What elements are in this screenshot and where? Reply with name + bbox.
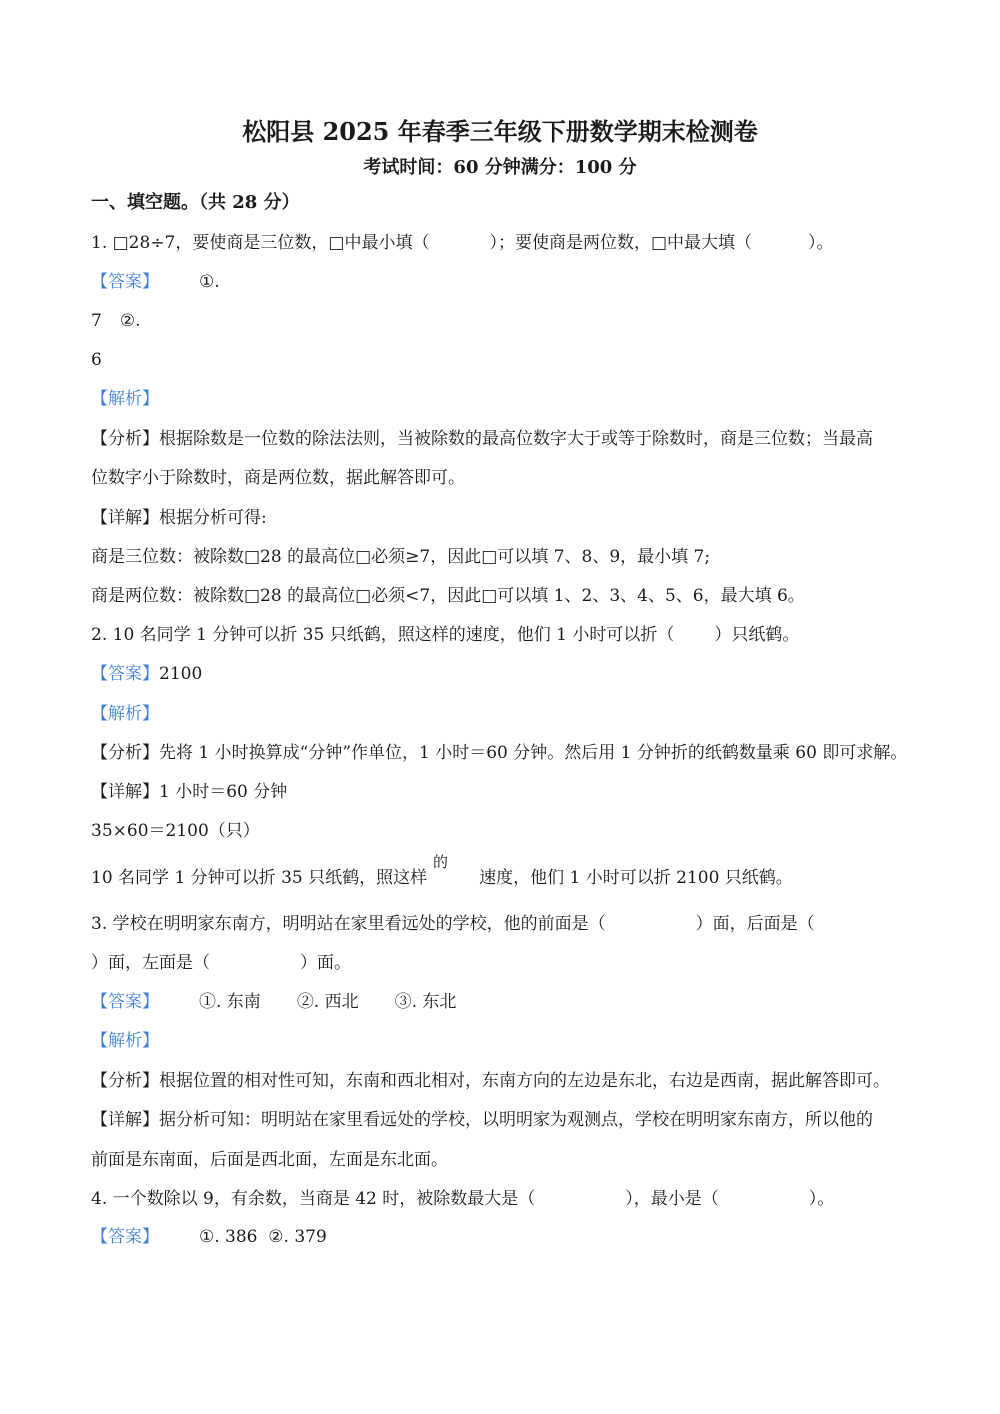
question-2-text-a: 2. 10 名同学 1 分钟可以折 35 只纸鹤，照这样的速度，他们 1 小时可以折（ — [91, 625, 675, 645]
answer-value: ①. 东南 — [199, 992, 261, 1012]
page-title: 松阳县 2025 年春季三年级下册数学期末检测卷 — [242, 117, 758, 146]
answer-value: 7 — [91, 311, 102, 331]
answer-row — [91, 991, 456, 1013]
analysis-text: 【分析】根据除数是一位数的除法法则，当被除数的最高位数字大于或等于除数时，商是三位数；当最高 — [91, 429, 873, 449]
analysis-text: 【分析】先将 1 小时换算成“分钟”作单位，1 小时＝60 分钟。然后用 1 分钟折的纸鹤数量乘 60 即可求解。 — [91, 743, 908, 763]
question-3-text-c: ）面，左面是（ — [91, 953, 210, 973]
detail-text: 【详解】根据分析可得: — [91, 508, 267, 528]
question-3-text-b: ）面，后面是（ — [695, 914, 815, 934]
answer-value: 6 — [91, 350, 102, 370]
answer-value: ②. — [119, 311, 141, 331]
question-3-cont — [91, 952, 351, 974]
question-1-text-a: 1. □28÷7，要使商是三位数，□中最小填（ — [91, 233, 430, 253]
question-1-text-c: ）。 — [808, 233, 834, 253]
question-1-text-b: ）；要使商是两位数，□中最大填（ — [489, 233, 753, 253]
detail-text: 35×60＝2100（只） — [91, 821, 260, 841]
detail-text: 【详解】1 小时＝60 分钟 — [91, 782, 288, 802]
detail-text: 【详解】据分析可知：明明站在家里看远处的学校，以明明家为观测点，学校在明明家东南方，所以他的 — [91, 1110, 873, 1130]
answer-tag: 【答案】 — [91, 1227, 159, 1247]
answer-value: ③. 东北 — [394, 992, 457, 1012]
question-2 — [91, 624, 799, 646]
question-3-text-d: ）面。 — [300, 953, 351, 973]
answer-value: ①. — [199, 272, 220, 292]
detail-text — [91, 867, 793, 889]
detail-text-b: 速度，他们 1 小时可以折 2100 只纸鹤。 — [479, 868, 793, 888]
answer-row — [91, 271, 220, 293]
answer-tag: 【答案】 — [91, 272, 159, 292]
question-2-text-b: ）只纸鹤。 — [714, 625, 800, 645]
analysis-tag: 【解析】 — [91, 389, 159, 409]
question-3 — [91, 913, 815, 935]
detail-text: 商是两位数：被除数□28 的最高位□必须<7，因此□可以填 1、2、3、4、5、6，最大填 6。 — [91, 586, 805, 606]
answer-tag: 【答案】 — [91, 992, 159, 1012]
detail-text: 商是三位数：被除数□28 的最高位□必须≥7，因此□可以填 7、8、9，最小填 7; — [91, 547, 711, 567]
analysis-tag: 【解析】 — [91, 1031, 159, 1051]
analysis-text: 位数字小于除数时，商是两位数，据此解答即可。 — [91, 468, 465, 488]
question-1 — [91, 232, 834, 254]
section-heading: 一、填空题。（共 28 分） — [91, 192, 300, 213]
answer-row — [91, 1226, 327, 1248]
answer-value: ①. 386 ②. 379 — [199, 1227, 327, 1247]
detail-text: 前面是东南面，后面是西北面，左面是东北面。 — [91, 1150, 448, 1170]
question-4-text-c: ）。 — [808, 1189, 835, 1209]
answer-row — [91, 310, 140, 332]
question-4 — [91, 1188, 834, 1210]
answer-value: 2100 — [159, 664, 203, 684]
analysis-text: 【分析】根据位置的相对性可知，东南和西北相对，东南方向的左边是东北，右边是西南，据此解答即可。 — [91, 1071, 890, 1091]
answer-row — [91, 663, 202, 685]
detail-text: 的 — [433, 853, 449, 871]
answer-value: ②. 西北 — [296, 992, 359, 1012]
question-3-text-a: 3. 学校在明明家东南方，明明站在家里看远处的学校，他的前面是（ — [91, 914, 606, 934]
answer-tag: 【答案】 — [91, 664, 159, 684]
analysis-tag: 【解析】 — [91, 704, 159, 724]
question-4-text-a: 4. 一个数除以 9，有余数，当商是 42 时，被除数最大是（ — [91, 1189, 536, 1209]
detail-text-a: 10 名同学 1 分钟可以折 35 只纸鹤，照这样 — [91, 868, 428, 888]
exam-info: 考试时间：60 分钟满分：100 分 — [363, 157, 637, 178]
question-4-text-b: ），最小是（ — [625, 1189, 719, 1209]
